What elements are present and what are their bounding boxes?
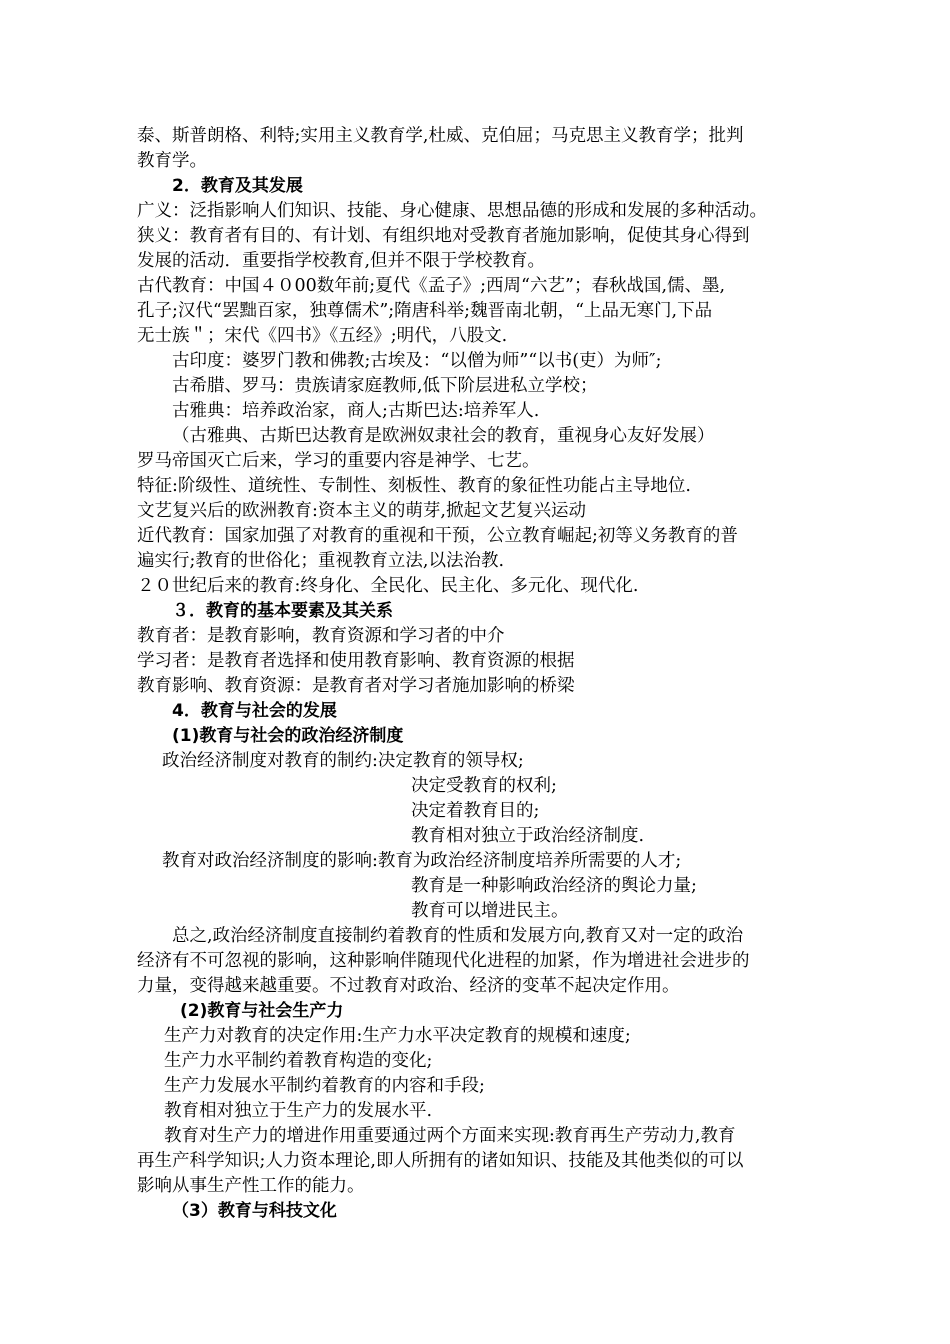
text-line: 生产力发展水平制约着教育的内容和手段; (164, 1076, 485, 1096)
section-heading: ３．教育的基本要素及其关系 (172, 601, 393, 621)
text-line: 教育对政治经济制度的影响:教育为政治经济制度培养所需要的人才; (162, 851, 682, 871)
text-line: 经济有不可忽视的影响，这种影响伴随现代化进程的加紧，作为增进社会进步的 (137, 951, 750, 971)
text-line: 古印度：婆罗门教和佛教;古埃及：“以僧为师”“以书(吏）为师″; (172, 351, 662, 371)
text-line: 古代教育：中国４０00数年前;夏代《孟子》;西周“六艺”；春秋战国,儒、墨, (137, 276, 726, 296)
text-line: 教育学。 (137, 151, 207, 171)
text-line: 广义：泛指影响人们知识、技能、身心健康、思想品德的形成和发展的多种活动。 (137, 201, 767, 221)
text-line: 学习者：是教育者选择和使用教育影响、教育资源的根据 (137, 651, 575, 671)
text-line: 文艺复兴后的欧洲教育:资本主义的萌芽,掀起文艺复兴运动 (137, 501, 586, 521)
text-line: 再生产科学知识;人力资本理论,即人所拥有的诸如知识、技能及其他类似的可以 (137, 1151, 744, 1171)
text-line: 总之,政治经济制度直接制约着教育的性质和发展方向,教育又对一定的政治 (172, 926, 744, 946)
text-line: 教育相对独立于生产力的发展水平. (164, 1101, 433, 1121)
text-line: 教育者：是教育影响，教育资源和学习者的中介 (137, 626, 505, 646)
subsection-heading: (1)教育与社会的政治经济制度 (172, 726, 404, 746)
section-heading: 2．教育及其发展 (172, 176, 303, 196)
text-line: 力量，变得越来越重要。不过教育对政治、经济的变革不起决定作用。 (137, 976, 680, 996)
text-line: 教育影响、教育资源：是教育者对学习者施加影响的桥梁 (137, 676, 575, 696)
text-line: 狭义：教育者有目的、有计划、有组织地对受教育者施加影响，促使其身心得到 (137, 226, 750, 246)
text-line: 古雅典：培养政治家，商人;古斯巴达:培养军人. (172, 401, 540, 421)
text-line: （古雅典、古斯巴达教育是欧洲奴隶社会的教育，重视身心友好发展） (172, 426, 715, 446)
text-line: 孔子;汉代“罢黜百家，独尊儒术”;隋唐科举;魏晋南北朝，“上品无寒门,下品 (137, 301, 713, 321)
text-line: 泰、斯普朗格、利特;实用主义教育学,杜威、克伯屈；马克思主义教育学；批判 (137, 126, 744, 146)
text-line: 政治经济制度对教育的制约:决定教育的领导权; (162, 751, 524, 771)
text-line: 罗马帝国灭亡后来，学习的重要内容是神学、七艺。 (137, 451, 540, 471)
text-line: 生产力对教育的决定作用:生产力水平决定教育的规模和速度; (164, 1026, 631, 1046)
text-line: 近代教育：国家加强了对教育的重视和干预，公立教育崛起;初等义务教育的普 (137, 526, 738, 546)
text-line: 发展的活动．重要指学校教育,但并不限于学校教育。 (137, 251, 546, 271)
text-line: 生产力水平制约着教育构造的变化; (164, 1051, 433, 1071)
text-line: 教育可以增进民主。 (411, 901, 569, 921)
text-line: 遍实行;教育的世俗化；重视教育立法,以法治教. (137, 551, 505, 571)
text-line: 教育是一种影响政治经济的舆论力量; (411, 876, 697, 896)
text-line: 无士族＂；宋代《四书》《五经》;明代，八股文. (137, 326, 508, 346)
subsection-heading: （3）教育与科技文化 (172, 1201, 337, 1221)
text-line: 决定着教育目的; (411, 801, 540, 821)
text-line: 古希腊、罗马：贵族请家庭教师,低下阶层进私立学校； (172, 376, 598, 396)
subsection-heading: (2)教育与社会生产力 (180, 1001, 344, 1021)
text-line: 教育对生产力的增进作用重要通过两个方面来实现:教育再生产劳动力,教育 (164, 1126, 736, 1146)
section-heading: 4．教育与社会的发展 (172, 701, 337, 721)
text-line: 影响从事生产性工作的能力。 (137, 1176, 365, 1196)
text-line: 决定受教育的权利; (411, 776, 557, 796)
text-line: 特征:阶级性、道统性、专制性、刻板性、教育的象征性功能占主导地位. (137, 476, 691, 496)
text-line: ２０世纪后来的教育:终身化、全民化、民主化、多元化、现代化. (137, 576, 639, 596)
text-line: 教育相对独立于政治经济制度. (411, 826, 645, 846)
